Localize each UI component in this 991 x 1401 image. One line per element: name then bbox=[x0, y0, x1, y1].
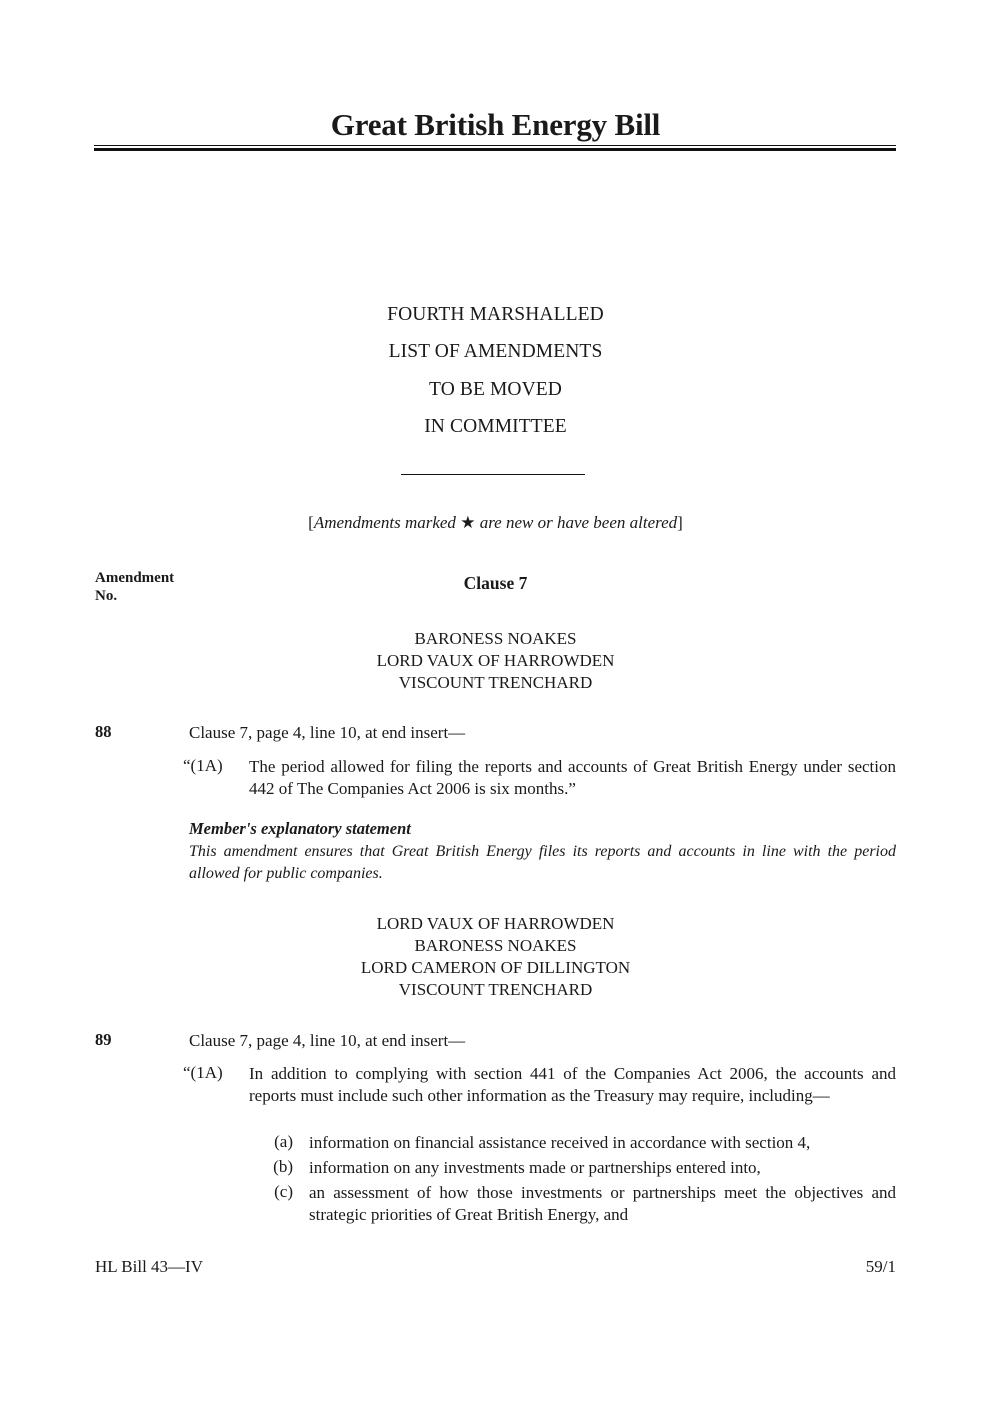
sponsor-name: VISCOUNT TRENCHARD bbox=[398, 673, 593, 692]
explanatory-statement-heading: Member's explanatory statement bbox=[189, 819, 411, 838]
star-icon: ★ bbox=[460, 513, 476, 532]
sponsor-name: LORD CAMERON OF DILLINGTON bbox=[360, 958, 631, 977]
heading-divider bbox=[401, 474, 585, 475]
amendment-89-insert-text: In addition to complying with section 441 of the Companies Act 2006, the accounts and reports must include such other information as the Treasury may require, including— bbox=[249, 1064, 896, 1105]
amendment-no-header-line2: No. bbox=[95, 588, 118, 604]
amendment-no-header-line1: Amendment bbox=[95, 570, 175, 586]
note-text-2: are new or have been altered bbox=[475, 513, 678, 532]
note-close-bracket: ] bbox=[677, 513, 683, 532]
amendment-88-insert-label: “(1A) bbox=[183, 756, 223, 775]
item-label-a: (a) bbox=[274, 1132, 293, 1151]
note-text-1: Amendments marked bbox=[313, 513, 461, 532]
sponsor-name: LORD VAUX OF HARROWDEN bbox=[376, 651, 615, 670]
heading-line-3: TO BE MOVED bbox=[429, 379, 562, 400]
sponsors-89 bbox=[0, 913, 991, 1001]
title-rule-thin bbox=[94, 145, 896, 146]
amendments-note bbox=[0, 513, 991, 533]
sponsor-name: LORD VAUX OF HARROWDEN bbox=[376, 914, 615, 933]
item-label-b: (b) bbox=[273, 1157, 293, 1176]
note-open-bracket: [ bbox=[308, 513, 314, 532]
amendment-89-instruction: Clause 7, page 4, line 10, at end insert— bbox=[189, 1031, 466, 1050]
amendment-88-insert-text: The period allowed for filing the reports and accounts of Great British Energy under section 442 of The Companies Act 2006 is six months.” bbox=[249, 757, 896, 798]
heading-line-4: IN COMMITTEE bbox=[424, 416, 567, 437]
bill-reference: HL Bill 43—IV bbox=[95, 1257, 203, 1276]
document-title: Great British Energy Bill bbox=[330, 107, 661, 142]
sponsor-name: BARONESS NOAKES bbox=[414, 629, 577, 648]
sponsor-name: VISCOUNT TRENCHARD bbox=[398, 980, 593, 999]
heading-line-1: FOURTH MARSHALLED bbox=[387, 304, 604, 325]
sponsors-88 bbox=[0, 628, 991, 694]
item-text-c: an assessment of how those investments or partnerships meet the objectives and strategic priorities of Great British Energy, and bbox=[309, 1183, 896, 1224]
amendment-number-89: 89 bbox=[95, 1030, 112, 1049]
item-text-b: information on any investments made or partnerships entered into, bbox=[309, 1158, 761, 1177]
page-number: 59/1 bbox=[865, 1257, 896, 1276]
title-rule-thick bbox=[94, 148, 896, 151]
amendment-number-88: 88 bbox=[95, 722, 112, 741]
clause-heading: Clause 7 bbox=[463, 573, 528, 593]
amendment-88-instruction: Clause 7, page 4, line 10, at end insert— bbox=[189, 723, 466, 742]
sponsor-name: BARONESS NOAKES bbox=[414, 936, 577, 955]
explanatory-statement-text: This amendment ensures that Great British Energy files its reports and accounts in line with the period allowed for public companies. bbox=[189, 843, 896, 882]
heading-line-2: LIST OF AMENDMENTS bbox=[388, 341, 603, 362]
item-text-a: information on financial assistance received in accordance with section 4, bbox=[309, 1133, 811, 1152]
amendment-89-insert-label: “(1A) bbox=[183, 1063, 223, 1082]
item-label-c: (c) bbox=[274, 1182, 293, 1201]
